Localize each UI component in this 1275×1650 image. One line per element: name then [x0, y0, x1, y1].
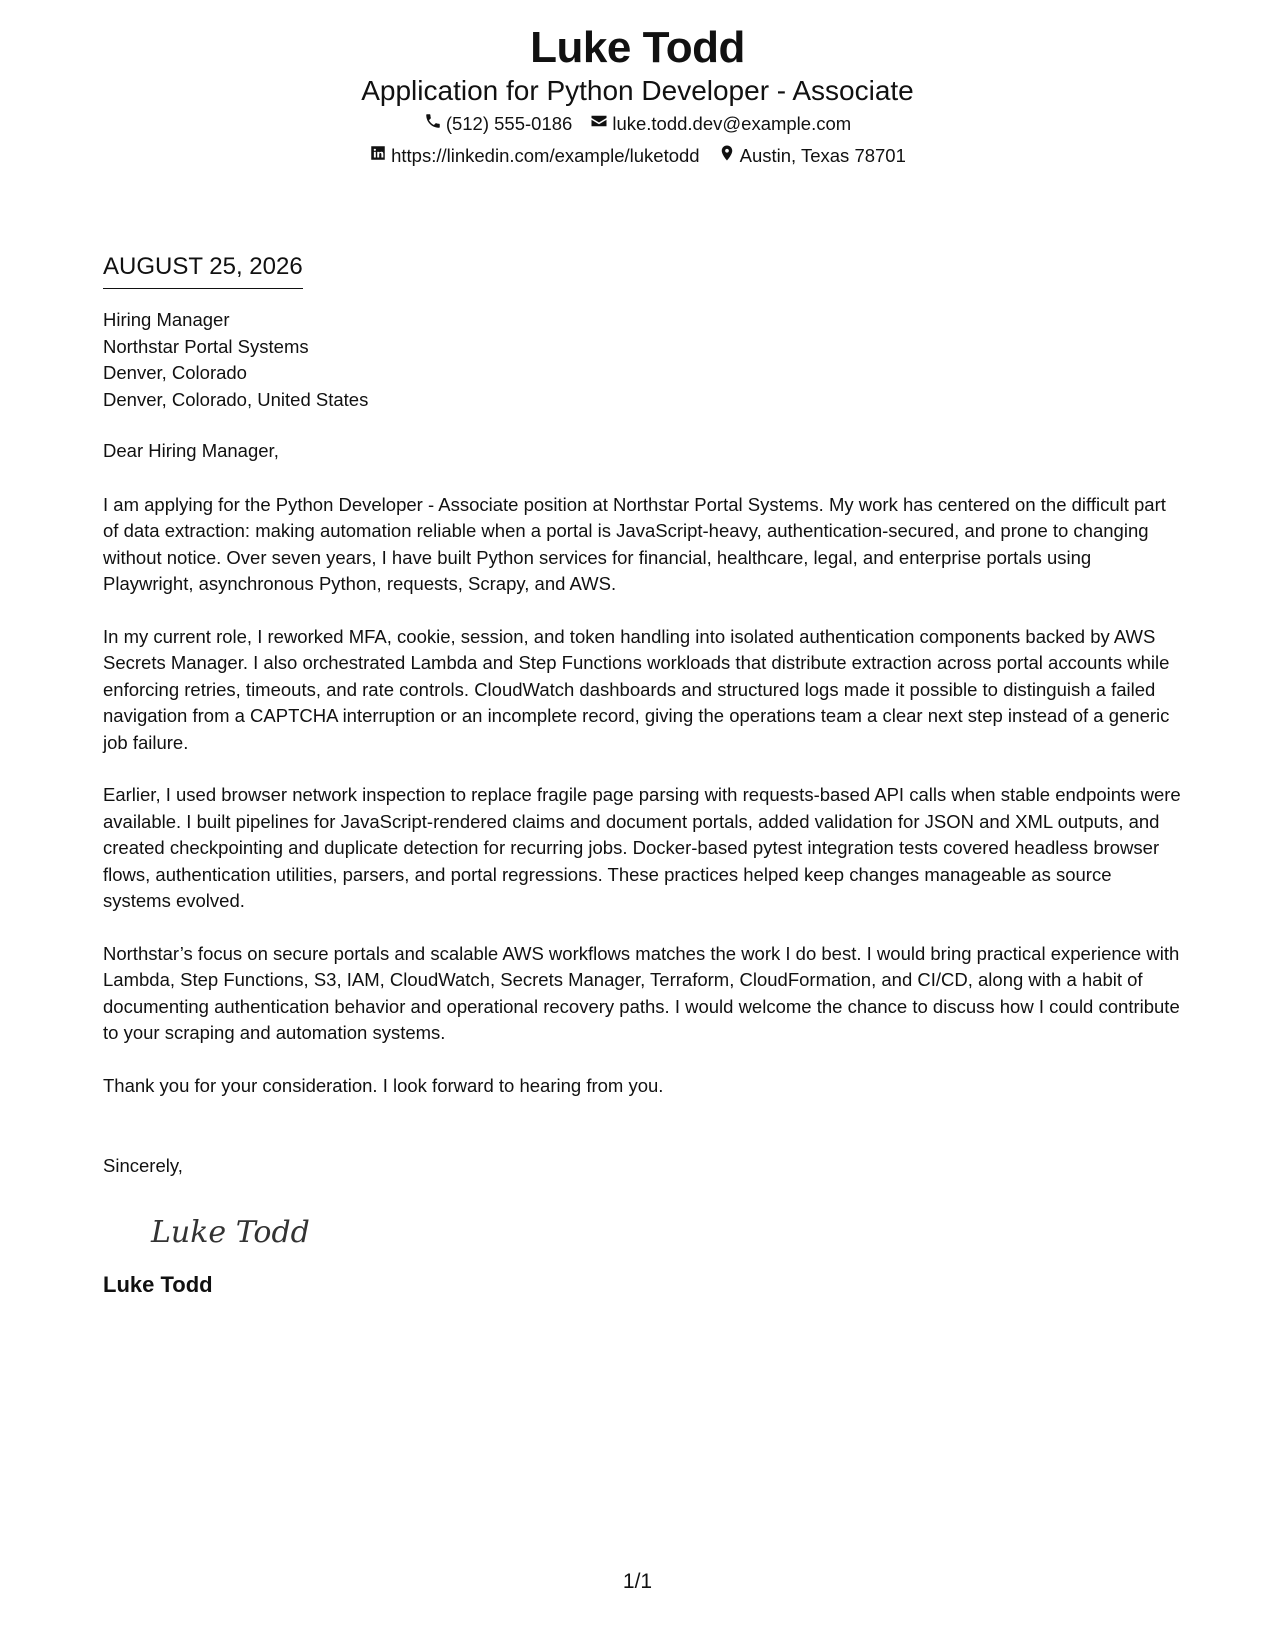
contact-row-1: [0, 108, 1275, 140]
envelope-icon: [590, 108, 608, 140]
sign-off: Sincerely,: [103, 1155, 183, 1176]
body-paragraph: Earlier, I used browser network inspection to replace fragile page parsing with requests-based API calls when stable endpoints were available. I built pipelines for JavaScript-rendered claims and document portals, added validation for JSON and XML outputs, and created checkpointing and duplicate detection for recurring jobs. Docker-based pytest integration tests covered headless browser flows, authentication utilities, parsers, and portal regressions. These practices helped keep changes manageable as source systems evolved.: [103, 784, 1181, 911]
signer-name: Luke Todd: [103, 1271, 213, 1297]
body-paragraph: I am applying for the Python Developer - Associate position at Northstar Portal Systems. My work has centered on the difficult part of data extraction: making automation reliable when a portal is JavaScript-heavy, authentication-secured, and prone to changing without notice. Over seven years, I have built Python services for financial, healthcare, legal, and enterprise portals using Playwright, asynchronous Python, requests, Scrapy, and AWS.: [103, 493, 1166, 594]
recipient-line: Hiring Manager: [103, 309, 230, 330]
body-paragraph: In my current role, I reworked MFA, cookie, session, and token handling into isolated authentication components backed by AWS Secrets Manager. I also orchestrated Lambda and Step Functions workloads that distribute extraction across portal accounts while enforcing retries, timeouts, and rate controls. CloudWatch dashboards and structured logs made it possible to distinguish a failed navigation from a CAPTCHA interruption or an incomplete record, giving the operations team a clear next step instead of a generic job failure.: [103, 625, 1170, 753]
closing-line: Thank you for your consideration. I look forward to hearing from you.: [103, 1074, 664, 1096]
body-paragraph: Northstar’s focus on secure portals and scalable AWS workflows matches the work I do best. I would bring practical experience with Lambda, Step Functions, S3, IAM, CloudWatch, Secrets Manager, Terraform, CloudFormation, and CI/CD, along with a habit of documenting authentication behavior and operational recovery paths. I would welcome the chance to discuss how I could contribute to your scraping and automation systems.: [103, 942, 1180, 1043]
location-text: Austin, Texas 78701: [739, 145, 906, 166]
email-address: luke.todd.dev@example.com: [612, 113, 852, 134]
handwritten-signature: [149, 1208, 319, 1256]
signature-text: Luke Todd: [151, 1214, 310, 1250]
recipient-line: Northstar Portal Systems: [103, 335, 309, 357]
recipient-line: Denver, Colorado: [103, 362, 247, 383]
linkedin-icon: [369, 140, 387, 172]
linkedin-contact: [369, 140, 700, 172]
applicant-name: Luke Todd: [530, 23, 745, 72]
linkedin-url: https://linkedin.com/example/luketodd: [391, 145, 700, 166]
letter-date: AUGUST 25, 2026: [103, 252, 303, 289]
recipient-line: Denver, Colorado, United States: [103, 388, 369, 410]
application-subtitle: Application for Python Developer - Associate: [361, 75, 914, 106]
recipient-block: [103, 307, 1183, 413]
salutation: Dear Hiring Manager,: [103, 440, 279, 461]
map-pin-icon: [718, 140, 736, 172]
location-contact: [718, 140, 906, 172]
phone-number: (512) 555-0186: [445, 113, 573, 134]
page-indicator: 1/1: [622, 1570, 653, 1593]
contact-row-2: [0, 140, 1275, 172]
email-contact: [590, 108, 851, 140]
phone-contact: [424, 108, 573, 140]
letter-body: [103, 252, 1183, 1300]
phone-icon: [424, 108, 442, 140]
letter-header: [0, 22, 1275, 172]
